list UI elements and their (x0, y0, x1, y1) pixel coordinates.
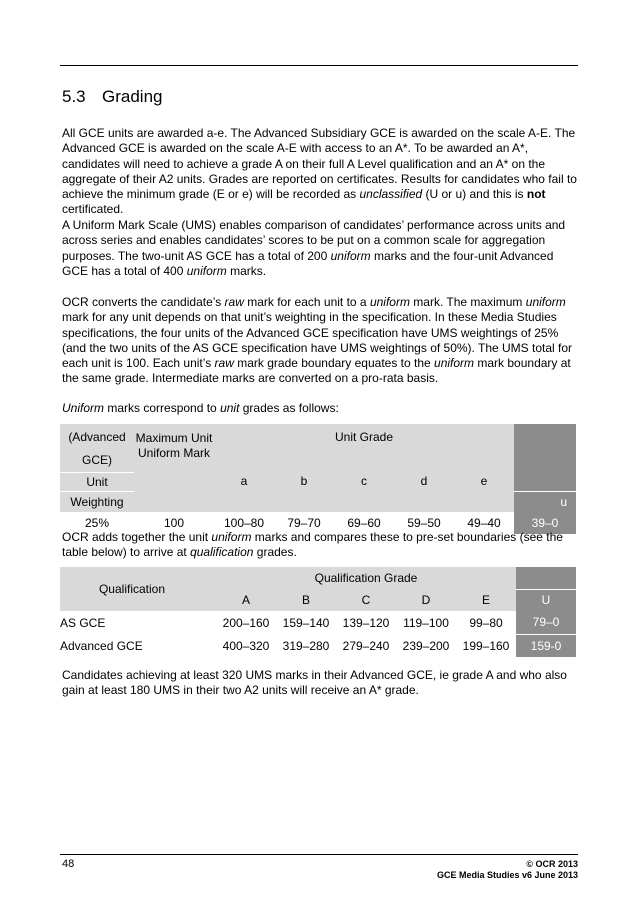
text-run: mark boundary at the same grade. Intermediate marks are converted on a pro-rata basis. (62, 356, 571, 386)
qual-cell-e: 99–80 (469, 615, 503, 630)
text-run: raw (224, 295, 244, 309)
qual-cell-b: 159–140 (282, 615, 330, 630)
qual-grade-c-header: C (336, 589, 396, 611)
text-run: mark for each unit to a (243, 295, 370, 309)
paragraph-grading-scale (62, 126, 577, 218)
grade-e-header: e (454, 449, 514, 512)
text-run: (U or u) and this is (422, 187, 527, 202)
text-run: qualification (190, 545, 254, 560)
bottom-rule (60, 854, 578, 855)
text-run: mark. The maximum (409, 295, 526, 309)
document-version: GCE Media Studies v6 June 2013 (436, 870, 578, 880)
unit-weighting-header-line3: Unit (60, 472, 134, 491)
text-run: uniform (434, 356, 475, 371)
qual-cell-c: 279–240 (342, 638, 390, 653)
grade-a-header: a (214, 449, 274, 512)
unit-weighting-header-line2: GCE) (60, 449, 134, 472)
qual-cell-u: 159-0 (516, 634, 576, 657)
grade-u-header: u (514, 491, 576, 512)
text-run: not (526, 187, 546, 202)
unit-grade-table (60, 424, 576, 534)
text-run: raw (214, 356, 234, 371)
unit-grade-header: Unit Grade (214, 424, 514, 449)
qualification-header: Qualification (60, 567, 216, 611)
unit-weighting-header-line1: (Advanced (60, 424, 134, 449)
qualification-grade-header: Qualification Grade (216, 567, 516, 589)
unit-cell-max: 100 (163, 516, 185, 530)
unit-cell-c: 69–60 (347, 516, 381, 530)
text-run: OCR adds together the unit (62, 530, 212, 544)
qual-grade-b-header: B (276, 589, 336, 611)
text-run: marks and compares these to pre-set boundaries (see the table below) to arrive at (62, 530, 563, 560)
text-run: OCR converts the candidate’s (62, 295, 225, 309)
grade-d-header: d (394, 449, 454, 512)
text-run: unit (220, 401, 240, 415)
qual-grade-d-header: D (396, 589, 456, 611)
qual-grade-a-header: A (216, 589, 276, 611)
text-run: uniform (369, 295, 410, 309)
text-run: uniform (186, 263, 227, 278)
qualification-grade-table (60, 567, 576, 657)
paragraph-qualification-intro (62, 530, 577, 561)
unit-cell-weighting: 25% (84, 516, 110, 530)
max-uniform-mark-header: Maximum Unit Uniform Mark (134, 424, 214, 472)
qual-cell-a: 200–160 (222, 615, 270, 630)
text-run: certificated. (62, 202, 124, 217)
unit-cell-a: 100–80 (223, 516, 265, 530)
qual-grade-u-header: U (516, 589, 576, 611)
unit-weighting-header-line4: Weighting (60, 491, 134, 512)
table-row (60, 611, 576, 634)
unit-cell-e: 49–40 (467, 516, 501, 530)
text-run: uniform (330, 248, 371, 263)
text-run: uniform (525, 295, 566, 309)
text-run: marks and the four-unit Advanced GCE has a total of 400 (62, 248, 554, 278)
paragraph-a-star (62, 668, 577, 699)
unit-cell-b: 79–70 (287, 516, 321, 530)
section-number: 5.3 (62, 87, 86, 106)
unit-cell-u: 39–0 (514, 512, 576, 534)
grade-u-header-shade (514, 424, 576, 491)
qual-cell-a: 400–320 (222, 638, 270, 653)
qual-cell-u: 79–0 (516, 611, 576, 634)
top-rule (60, 65, 578, 66)
text-run: Candidates achieving at least 320 UMS marks in their Advanced GCE, ie grade A and who also gain at least 180 UMS in their two A2 units will receive an A* grade. (62, 668, 567, 698)
qual-name: Advanced GCE (60, 638, 143, 653)
footer-info (437, 859, 578, 881)
qual-grade-e-header: E (456, 589, 516, 611)
grade-c-header: c (334, 449, 394, 512)
qual-cell-d: 119–100 (403, 615, 449, 630)
grade-u-qual-header-shade (516, 567, 576, 589)
max-uniform-mark-header-fill (134, 472, 214, 512)
qual-cell-d: 239–200 (402, 638, 450, 653)
qual-name: AS GCE (60, 615, 106, 630)
page-number: 48 (62, 858, 75, 870)
unit-cell-d: 59–50 (407, 516, 441, 530)
qual-cell-c: 139–120 (342, 615, 390, 630)
text-run: uniform (211, 530, 252, 544)
paragraph-unit-intro (62, 401, 577, 416)
text-run: unclassified (359, 187, 423, 202)
text-run: marks. (226, 263, 267, 278)
grade-b-header: b (274, 449, 334, 512)
table-row (60, 634, 576, 657)
qual-cell-b: 319–280 (282, 638, 330, 653)
text-run: mark for any unit depends on that unit’s weighting in the specification. In these Media Studies specifications, the four units of the Advanced GCE specification have UMS weightings of 25% (and the two units of the AS GCE specification have UMS weightings of 50%). The UMS total for each unit is 100. Each unit’s (62, 310, 573, 371)
paragraph-conversion (62, 295, 577, 387)
text-run: marks correspond to (104, 401, 221, 415)
paragraph-ums (62, 218, 577, 279)
text-run: grades as follows: (239, 401, 339, 415)
copyright: © OCR 2013 (526, 859, 578, 869)
text-run: mark grade boundary equates to the (233, 356, 435, 371)
text-run: Uniform (62, 401, 105, 415)
text-run: grades. (253, 545, 297, 560)
qual-cell-e: 199–160 (462, 638, 510, 653)
section-heading (62, 87, 162, 107)
text-run: All GCE units are awarded a-e. The Advanced Subsidiary GCE is awarded on the scale A-E. The Advanced GCE is awarded on the scale A-E with access to an A*. To be awarded an A*, candidates will need to achieve a grade A on their full A Level qualification and an A* on the aggregate of their A2 units. Grades are reported on certificates. Results for candidates who fail to achieve the minimum grade (E or e) will be recorded as (62, 126, 577, 202)
text-run: A Uniform Mark Scale (UMS) enables comparison of candidates’ performance across units and across series and enables candidates’ scores to be put on a common scale for aggregation purposes. The two-unit AS GCE has a total of 200 (62, 218, 566, 263)
section-title: Grading (102, 87, 163, 106)
